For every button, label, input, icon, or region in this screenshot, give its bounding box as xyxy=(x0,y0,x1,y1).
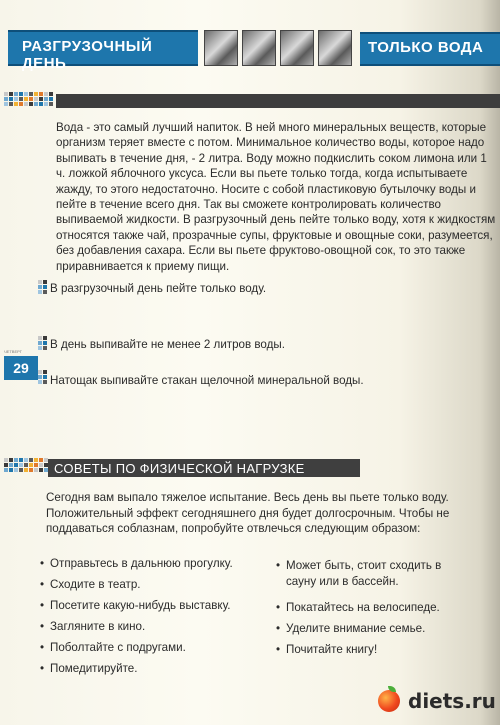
grid-cell xyxy=(39,458,43,462)
grid-cell xyxy=(38,285,42,289)
grid-cell xyxy=(4,102,8,106)
grid-cell xyxy=(4,97,8,101)
grid-cell xyxy=(39,92,43,96)
list-item: • Поболтайте с подругами. xyxy=(40,640,280,661)
main-paragraph xyxy=(56,120,496,274)
grid-cell xyxy=(9,463,13,467)
decor-grid-line1 xyxy=(38,280,47,294)
grid-cell xyxy=(24,97,28,101)
decor-bar-top xyxy=(56,94,500,108)
grid-cell xyxy=(43,285,47,289)
section-intro-text: Сегодня вам выпало тяжелое испытание. Весь день вы пьете только воду. Положительный эффект сегодняшнего дня будет долгосрочным. Чтобы не поддаваться соблазнам, попробуйте отвлечься следующим образом: xyxy=(46,491,450,536)
grid-cell xyxy=(29,97,33,101)
apple-icon xyxy=(378,690,400,712)
grid-cell xyxy=(19,463,23,467)
activity-list-left xyxy=(40,556,280,682)
grid-cell xyxy=(29,92,33,96)
main-paragraph-text: Вода - это самый лучший напиток. В ней много минеральных веществ, которые организм теряет вместе с потом. Минимальное количество воды, которое надо выпивать в течение дня, - 2 литра. Воду можно подкислить соком лимона или 1 ч. ложкой яблочного уксуса. Если вы пьете только тогда, когда испытываете жажду, то этого недостаточно. Носите с собой пластиковую бутылочку воды и пейте в течение всего дня. Так вы сможете контролировать количество выпиваемой жидкости. В разгрузочный день пейте только воду, хотя к жидкостям относятся также чай, прозрачные супы, фруктовые и овощные соки, разумеется, без добавления сахара. Если вы пьете фруктово-овощной сок, то это также приравнивается к приему пищи. xyxy=(56,121,496,273)
grid-cell xyxy=(19,102,23,106)
grid-cell xyxy=(39,463,43,467)
header-photo-3 xyxy=(280,30,314,66)
grid-cell xyxy=(39,102,43,106)
grid-cell xyxy=(14,92,18,96)
grid-cell xyxy=(24,458,28,462)
grid-cell xyxy=(14,458,18,462)
grid-cell xyxy=(24,468,28,472)
grid-cell xyxy=(44,97,48,101)
grid-cell xyxy=(24,463,28,467)
tip-line-1: В разгрузочный день пейте только воду. xyxy=(50,282,267,295)
grid-cell xyxy=(9,102,13,106)
page-caption: ЧЕТВЕРГ xyxy=(4,349,22,354)
list-item: • Уделите внимание семье. xyxy=(276,621,472,642)
grid-cell xyxy=(38,341,42,345)
header-photo-1 xyxy=(204,30,238,66)
grid-cell xyxy=(9,97,13,101)
grid-cell xyxy=(24,92,28,96)
grid-cell xyxy=(19,458,23,462)
grid-cell xyxy=(38,370,42,374)
grid-cell xyxy=(49,102,53,106)
grid-cell xyxy=(4,458,8,462)
grid-cell xyxy=(9,468,13,472)
grid-cell xyxy=(43,370,47,374)
grid-cell xyxy=(43,341,47,345)
grid-cell xyxy=(43,346,47,350)
grid-cell xyxy=(44,102,48,106)
decor-grid-top xyxy=(4,92,53,106)
decor-grid-section xyxy=(4,458,48,472)
list-item: • Покатайтесь на велосипеде. xyxy=(276,600,472,621)
grid-cell xyxy=(34,97,38,101)
grid-cell xyxy=(34,102,38,106)
grid-cell xyxy=(14,102,18,106)
grid-cell xyxy=(29,468,33,472)
header-left-banner xyxy=(8,30,198,72)
tip-line-3: Натощак выпивайте стакан щелочной минеральной воды. xyxy=(50,374,364,387)
list-item: • Сходите в театр. xyxy=(40,577,280,598)
grid-cell xyxy=(29,458,33,462)
watermark-text: diets.ru xyxy=(408,689,496,713)
header-right-title: ТОЛЬКО ВОДА xyxy=(368,39,484,56)
grid-cell xyxy=(24,102,28,106)
grid-cell xyxy=(38,280,42,284)
grid-cell xyxy=(4,468,8,472)
section-title: СОВЕТЫ ПО ФИЗИЧЕСКОЙ НАГРУЗКЕ xyxy=(54,461,305,476)
diets-logo xyxy=(378,686,500,722)
header-photo-4 xyxy=(318,30,352,66)
grid-cell xyxy=(19,92,23,96)
grid-cell xyxy=(43,280,47,284)
grid-cell xyxy=(14,463,18,467)
grid-cell xyxy=(29,102,33,106)
grid-cell xyxy=(34,458,38,462)
grid-cell xyxy=(38,290,42,294)
grid-cell xyxy=(19,468,23,472)
tip-line-2: В день выпивайте не менее 2 литров воды. xyxy=(50,338,285,351)
grid-cell xyxy=(43,380,47,384)
list-item: • Посетите какую-нибудь выставку. xyxy=(40,598,280,619)
grid-cell xyxy=(14,97,18,101)
list-item: • Помедитируйте. xyxy=(40,661,280,682)
grid-cell xyxy=(4,92,8,96)
grid-cell xyxy=(9,458,13,462)
grid-cell xyxy=(44,92,48,96)
decor-grid-line2 xyxy=(38,336,47,350)
grid-cell xyxy=(19,97,23,101)
grid-cell xyxy=(34,92,38,96)
grid-cell xyxy=(43,290,47,294)
list-item: • Загляните в кино. xyxy=(40,619,280,640)
page-number: 29 xyxy=(4,356,38,380)
header-photo-2 xyxy=(242,30,276,66)
grid-cell xyxy=(49,97,53,101)
grid-cell xyxy=(39,97,43,101)
grid-cell xyxy=(38,336,42,340)
header-left-title: РАЗГРУЗОЧНЫЙ ДЕНЬ xyxy=(22,38,153,72)
grid-cell xyxy=(38,346,42,350)
list-item: • Может быть, стоит сходить в сауну или в бассейн. xyxy=(276,558,472,600)
section-intro xyxy=(46,490,496,537)
grid-cell xyxy=(29,463,33,467)
grid-cell xyxy=(43,375,47,379)
grid-cell xyxy=(39,468,43,472)
header-right-banner xyxy=(360,32,500,66)
grid-cell xyxy=(9,92,13,96)
grid-cell xyxy=(38,375,42,379)
activity-list-right xyxy=(276,558,472,663)
grid-cell xyxy=(38,380,42,384)
list-item: • Отправьтесь в дальнюю прогулку. xyxy=(40,556,280,577)
list-item: • Почитайте книгу! xyxy=(276,642,472,663)
grid-cell xyxy=(4,463,8,467)
decor-grid-line3 xyxy=(38,370,47,384)
grid-cell xyxy=(14,468,18,472)
section-header-bar xyxy=(48,459,360,477)
grid-cell xyxy=(34,468,38,472)
grid-cell xyxy=(49,92,53,96)
grid-cell xyxy=(43,336,47,340)
grid-cell xyxy=(34,463,38,467)
